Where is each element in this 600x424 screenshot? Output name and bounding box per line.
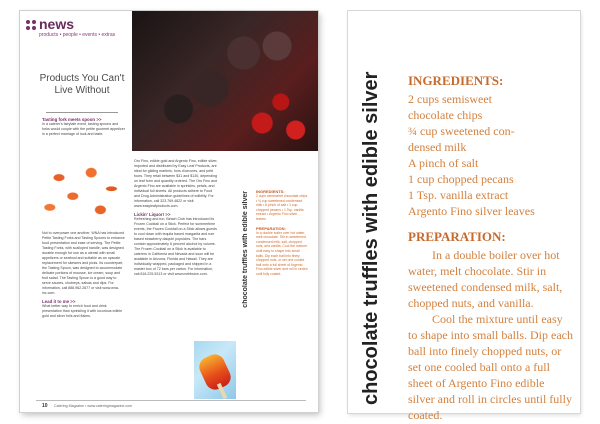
headline-divider [46, 112, 118, 113]
column-2-text-2: Refreshing and fun, Beach Club has introduced its Frozen Cocktail on a Stick. Perfect for summertime events, the Frozen Cocktail on a Stick allows guests to cool down with tequila based margarita and rum based strawberry daiquiri popsicles. The bars contain approximately 6 percent alcohol by volume. The Frozen Cocktail on a Stick is available to caterers in California and Nevada and soon will be available in Arizona, Florida and Hawaii. They are individually wrapped, packaged and shipped in a master box of 72 bars per carton. For information, call 818.225.5313 or visit www.mebbuice.com. [134, 217, 217, 276]
lead-title: Tasting fork meets spoon >> [42, 117, 102, 122]
sidebar-recipe [256, 189, 308, 277]
sidebar-preparation-label: PREPARATION: [256, 225, 286, 231]
page-headline: Products You Can't Live Without [39, 73, 125, 96]
lead-text: In a caterer's fairytale event, tasting spoons and forks would couple with the petite gourmet appetizer in a perfect marriage of look and taste. [42, 122, 125, 136]
sidebar-preparation: In a double boiler over hot water, melt chocolate. Stir in sweetened condensed milk, salt, chopped nuts, and vanilla. Cool the mixture until easy to shape into small balls. Dip each ball into finely chopped nuts, or set one cooled ball onto a full sheet of Argento Fino edible silver and roll in circles until fully coated. [256, 230, 308, 276]
ingredient-line: 2 cups semisweet [408, 92, 492, 106]
recipe-title: chocolate truffles with edible silver [360, 71, 382, 405]
column-1-text-2: What better way to enrich food and drink presentation than sprinkling it with luxurious edible gold and silver foils and flakes. [42, 304, 123, 318]
footer-divider [36, 400, 306, 401]
column-2-subhead: Lickin' Liquor! >> [134, 212, 171, 217]
ingredients-heading: INGREDIENTS: [408, 73, 504, 88]
lead-article [42, 117, 126, 137]
ingredient-line: 1 Tsp. vanilla extract [408, 188, 509, 202]
ingredient-line: A pinch of salt [408, 156, 479, 170]
sidebar-ingredients-label: INGREDIENTS: [256, 189, 285, 194]
column-2 [134, 159, 218, 277]
column-1-subhead: Lead it to me >> [42, 299, 76, 304]
dots-logo-icon [26, 20, 37, 31]
truffles-photo [132, 11, 318, 151]
tasting-spoons-photo [36, 159, 128, 221]
recipe-body [408, 73, 574, 423]
ingredient-line: densed milk [408, 140, 467, 154]
column-1-text: Not to overpower one another, WNA has introduced Petite Tasting Forks and Tasting Spoons to enhance food presentation and ease of serving. The Petite Tasting Forks, with scalloped handle, was designed durable enough for use as a utensil with small appetizers or seafood and suitable as an upscale replacement for skewers and picks. Its counterpart, the Tasting Spoon, was designed to accommodate delicate portions of mousse, ice cream, soup and fruit salad. The Tasting Spoon is a good way to serve sauces, chutneys, salsas and dips. For information, call 888.962.2877 or visit www.wna-inc.com. [42, 231, 125, 295]
preparation-paragraph: Cool the mixture until easy to shape into small balls. Dip each ball into finely chopped nuts, or set one cooled ball onto a full sheet of Argento Fino edible silver and roll in circles until fully coated. [408, 312, 573, 422]
page-footer: Catering Magazine • www.cateringmagazine.com [54, 404, 133, 408]
preparation-paragraph: In a double boiler over hot water, melt chocolate. Stir in sweetened condensed milk, salt, chopped nuts, and vanilla. [408, 248, 563, 310]
sidebar-recipe-title: chocolate truffles with edible silver [242, 191, 249, 308]
ingredient-line: ¾ cup sweetened con- [408, 124, 515, 138]
section-title: news [39, 16, 75, 32]
sidebar-ingredients: 2 cups semisweet chocolate chips • ¾ cup sweetened condensed milk • A pinch of salt • 1 cup chopped pecans • 1 Tsp. vanilla extract • Argento Fino silver leaves [256, 194, 308, 221]
ingredient-line: chocolate chips [408, 108, 483, 122]
recipe-card [348, 11, 580, 422]
ingredient-line: Argento Fino silver leaves [408, 204, 535, 218]
page-number: 10 [42, 403, 48, 409]
preparation-heading: PREPARATION: [408, 229, 506, 244]
ingredient-line: 1 cup chopped pecans [408, 172, 514, 186]
column-1 [42, 231, 126, 319]
magazine-page [20, 11, 318, 412]
column-2-text: Oro Fino, edible gold and Argento Fino, edible silver, imported and distributed by Easy Leaf Products, are ideal for gilding martinis, hors d'oeuvres, and petit fours. They retail between $31 and $130, depending on leaf form and quantity ordered. The Oro Fino and Argento Fino are available in sprinkles, petals, and individual full sheets. All products adhere to Food and Drug Administration guidelines of edibility. For information, call 323.769.4822 or visit www.easyleafproducts.com. [134, 159, 218, 208]
popsicle-shape [196, 351, 234, 393]
section-categories: products • people • events • extras [39, 32, 116, 38]
frozen-cocktail-photo [194, 341, 236, 399]
